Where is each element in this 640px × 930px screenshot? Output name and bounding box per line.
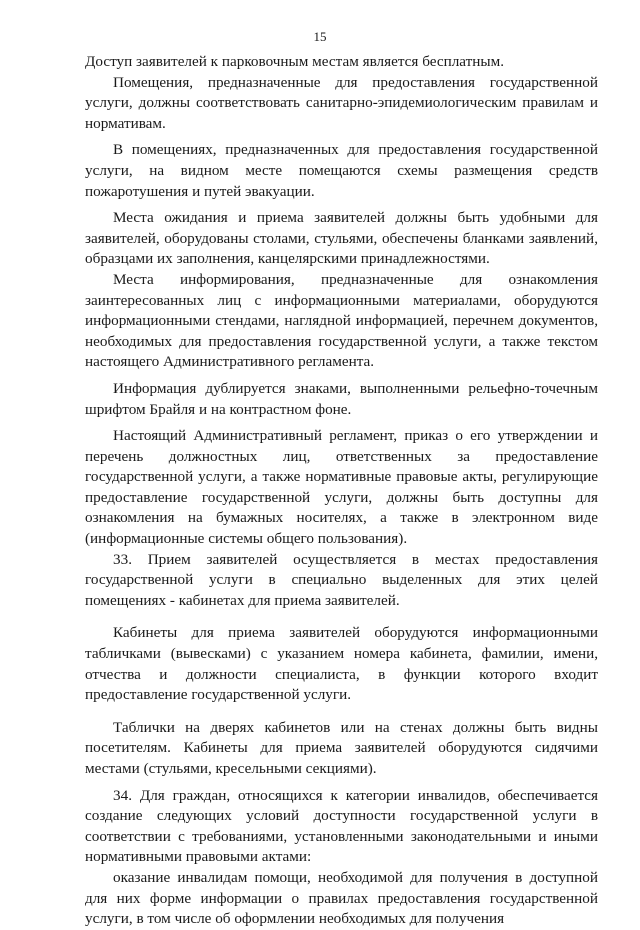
paragraph-braille: Информация дублируется знаками, выполненными рельефно-точечным шрифтом Брайля и на контрастном фоне. (85, 379, 598, 418)
paragraph-33-reception: 33. Прием заявителей осуществляется в местах предоставления государственной услуги в специально выделенных для этих целей помещениях - кабинетах для приема заявителей. (85, 550, 598, 609)
paragraph-34-disabled: 34. Для граждан, относящихся к категории инвалидов, обеспечивается создание следующих условий доступности государственной услуги в соответствии с требованиями, установленными законодательными и иными нормативными правовыми актами: (85, 786, 598, 866)
document-body (85, 52, 598, 930)
paragraph-fire-evacuation: В помещениях, предназначенных для предоставления государственной услуги, на видном месте помещаются схемы размещения средств пожаротушения и путей эвакуации. (85, 141, 598, 200)
paragraph-door-plates: Таблички на дверях кабинетов или на стенах должны быть видны посетителям. Кабинеты для приема заявителей оборудуются сидячими местами (стульями, кресельными секциями). (85, 718, 598, 777)
paragraph-regulation-access: Настоящий Административный регламент, приказ о его утверждении и перечень должностных лиц, ответственных за предоставление государственной услуги, а также нормативные правовые акты, регулирующие предоставление государственной услуги, должны быть доступны для ознакомления на бумажных носителях, а также в электронном виде (информационные системы общего пользования). (85, 427, 598, 548)
paragraph-premises-sanitary: Помещения, предназначенные для предоставления государственной услуги, должны соответствовать санитарно-эпидемиологическим правилам и нормативам. (85, 73, 598, 132)
paragraph-parking-access: Доступ заявителей к парковочным местам является бесплатным. (85, 53, 505, 70)
page-number: 15 (313, 29, 327, 44)
paragraph-assistance: оказание инвалидам помощи, необходимой для получения в доступной для них форме информации о правилах предоставления государственной услуги, в том числе об оформлении необходимых для получения (85, 868, 598, 928)
paragraph-waiting-areas: Места ожидания и приема заявителей должны быть удобными для заявителей, оборудованы столами, стульями, обеспечены бланками заявлений, образцами их заполнения, канцелярскими принадлежностями. (85, 209, 598, 268)
paragraph-information-areas: Места информирования, предназначенные для ознакомления заинтересованных лиц с информационными материалами, оборудуются информационными стендами, наглядной информацией, перечнем документов, необходимых для предоставления государственной услуги, а также текстом настоящего Административного регламента. (85, 270, 598, 371)
paragraph-office-signs: Кабинеты для приема заявителей оборудуются информационными табличками (вывесками) с указанием номера кабинета, фамилии, имени, отчества и должности специалиста, в функции которого входит предоставление государственной услуги. (85, 624, 598, 704)
